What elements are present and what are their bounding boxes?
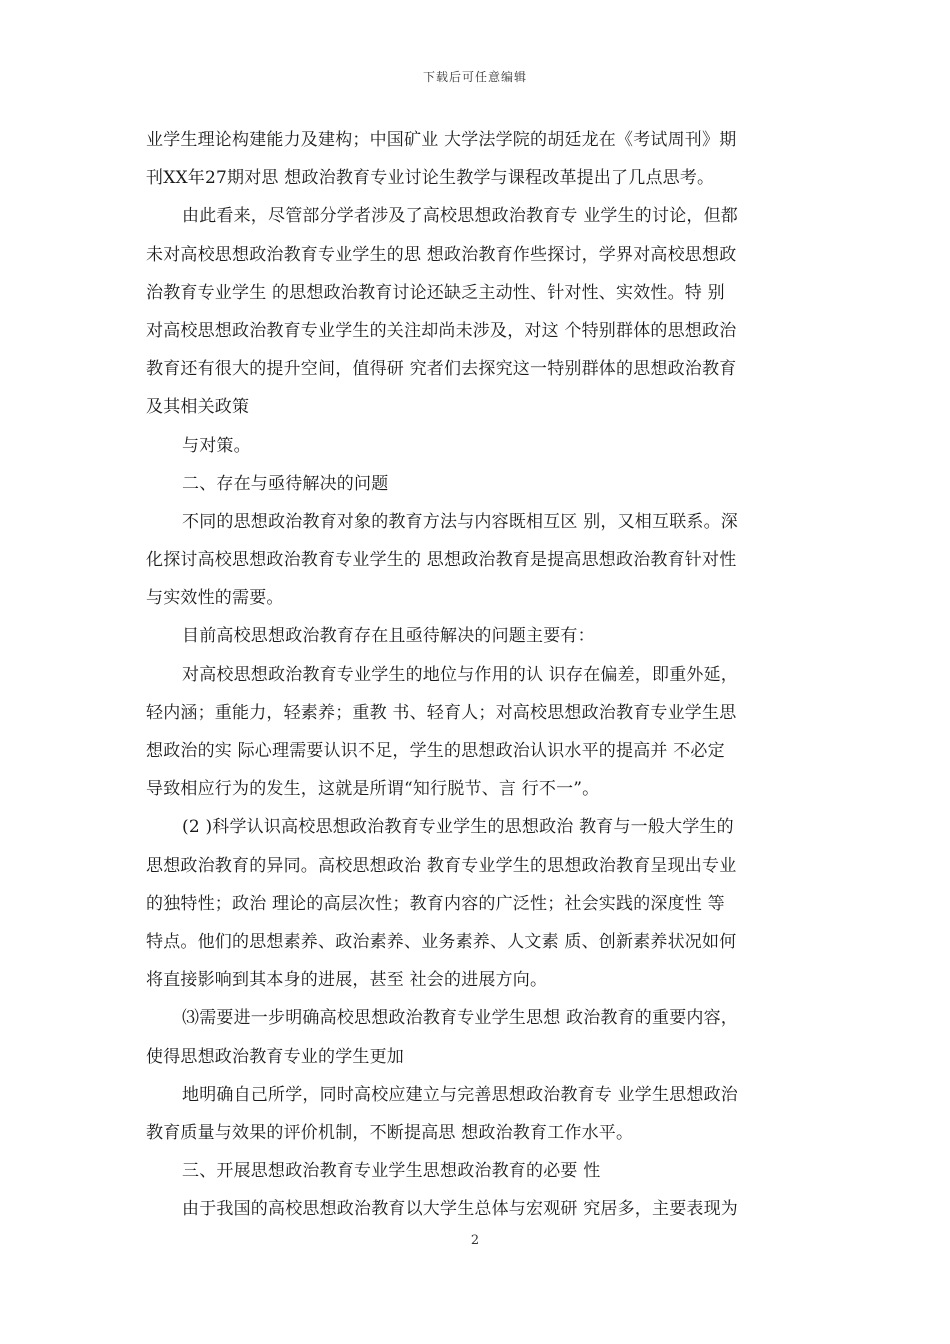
text-line: 刊XX年27期对思 想政治教育专业讨论生教学与课程改革提出了几点思考。 <box>146 168 715 189</box>
text-line: 与对策。 <box>182 435 251 456</box>
text-line: 目前高校思想政治教育存在且亟待解决的问题主要有： <box>182 626 595 647</box>
text-line: 特点。他们的思想素养、政治素养、业务素养、人文素 质、创新素养状况如何 <box>146 931 737 952</box>
text-line: 化探讨高校思想政治教育专业学生的 思想政治教育是提高思想政治教育针对性 <box>146 550 737 571</box>
text-line: 思想政治教育的异同。高校思想政治 教育专业学生的思想政治教育呈现出专业 <box>146 855 737 876</box>
document-body <box>146 121 806 1228</box>
text-line: 地明确自己所学，同时高校应建立与完善思想政治教育专 业学生思想政治 <box>182 1084 739 1105</box>
text-line: 教育还有很大的提升空间，值得研 究者们去探究这一特别群体的思想政治教育 <box>146 359 737 380</box>
text-line: 的独特性；政治 理论的高层次性；教育内容的广泛性；社会实践的深度性 等 <box>146 893 725 914</box>
text-line: 想政治的实 际心理需要认识不足，学生的思想政治认识水平的提高并 不必定 <box>146 741 725 761</box>
text-line: 及其相关政策 <box>146 397 250 418</box>
text-line: 二、存在与亟待解决的问题 <box>182 473 389 494</box>
text-line: 治教育专业学生 的思想政治教育讨论还缺乏主动性、针对性、实效性。特 别 <box>146 282 725 303</box>
text-line: 未对高校思想政治教育专业学生的思 想政治教育作些探讨，学界对高校思想政 <box>146 244 737 265</box>
page-number: 2 <box>470 1233 480 1248</box>
text-line: 将直接影响到其本身的进展，甚至 社会的进展方向。 <box>146 970 548 991</box>
text-line: 对高校思想政治教育专业学生的关注却尚未涉及，对这 个特别群体的思想政治 <box>146 320 737 341</box>
text-line: 由于我国的高校思想政治教育以大学生总体与宏观研 究居多，主要表现为 <box>182 1199 739 1220</box>
text-line: 教育质量与效果的评价机制，不断提高思 想政治教育工作水平。 <box>146 1122 634 1143</box>
text-line: 导致相应行为的发生，这就是所谓“知行脱节、言 行不一”。 <box>146 779 600 800</box>
text-line: 不同的思想政治教育对象的教育方法与内容既相互区 别，又相互联系。深 <box>182 511 739 532</box>
text-line: 三、开展思想政治教育专业学生思想政治教育的必要 性 <box>182 1161 601 1182</box>
text-line: 由此看来，尽管部分学者涉及了高校思想政治教育专 业学生的讨论，但都 <box>182 206 739 227</box>
text-line: 业学生理论构建能力及建构；中国矿业 大学法学院的胡廷龙在《考试周刊》期 <box>146 130 737 150</box>
text-line: 与实效性的需要。 <box>146 588 284 609</box>
text-line: 使得思想政治教育专业的学生更加 <box>146 1046 404 1067</box>
text-line: 对高校思想政治教育专业学生的地位与作用的认 识存在偏差，即重外延， <box>182 664 739 685</box>
text-line: 轻内涵；重能力，轻素养；重教 书、轻育人；对高校思想政治教育专业学生思 <box>146 702 737 723</box>
text-line: (2 )科学认识高校思想政治教育专业学生的思想政治 教育与一般大学生的 <box>182 817 734 838</box>
page-header-note: 下载后可任意编辑 <box>422 70 527 84</box>
text-line: ⑶需要进一步明确高校思想政治教育专业学生思想 政治教育的重要内容， <box>182 1008 739 1029</box>
